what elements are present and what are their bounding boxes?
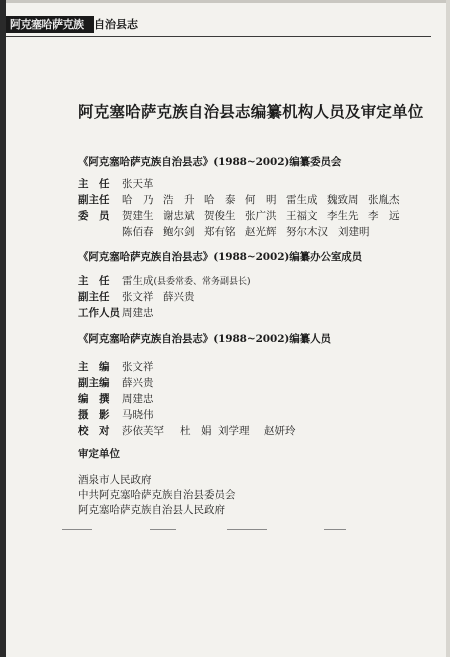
person-name: 何 明 (245, 194, 277, 206)
role-label: 校 对 (78, 425, 110, 437)
role-label: 副主任 (78, 291, 110, 303)
person-note: (县委常委、常务副县长) (153, 277, 251, 287)
person-name: 张胤杰 (368, 194, 400, 206)
print-artifact-lines (62, 529, 382, 531)
person-name: 张文祥 (122, 361, 154, 373)
person-name: 薛兴贵 (163, 291, 195, 303)
role-label: 主 编 (78, 361, 110, 373)
role-label: 摄 影 (78, 409, 110, 421)
review-unit: 中共阿克塞哈萨克族自治县委员会 (78, 489, 236, 501)
person-name: 杜 娟 (180, 425, 212, 437)
print-mark (227, 529, 267, 530)
person-name: 马晓伟 (122, 409, 154, 421)
person-name: 刘建明 (338, 226, 370, 238)
person-name: 李 远 (368, 210, 400, 222)
person-name: 雷生成 (286, 194, 318, 206)
person-name: 陈佰春 (122, 226, 154, 238)
header-rule (6, 36, 431, 37)
committee-heading: 《阿克塞哈萨克族自治县志》(1988~2002)编纂委员会 (78, 156, 342, 168)
person-name: 鲍尔剑 (163, 226, 195, 238)
print-mark (62, 529, 92, 530)
person-name: 薛兴贵 (122, 377, 154, 389)
person-name: 张文祥 (122, 291, 154, 303)
review-unit: 酒泉市人民政府 (78, 474, 152, 486)
role-label: 委 员 (78, 210, 110, 222)
office-heading: 《阿克塞哈萨克族自治县志》(1988~2002)编纂办公室成员 (78, 251, 363, 263)
review-unit: 阿克塞哈萨克族自治县人民政府 (78, 504, 225, 516)
person-name: 哈 泰 (204, 194, 236, 206)
role-label: 副主任 (78, 194, 110, 206)
page-right-edge (446, 0, 450, 657)
person-name: 哈 乃 (122, 194, 154, 206)
role-label: 编 撰 (78, 393, 110, 405)
role-label: 工作人员 (78, 307, 120, 319)
person-name: 贺建生 (122, 210, 154, 222)
person-name: 浩 升 (163, 194, 195, 206)
page-binding-edge (0, 0, 6, 657)
page-top-edge (0, 0, 450, 3)
editors-heading: 《阿克塞哈萨克族自治县志》(1988~2002)编纂人员 (78, 333, 331, 345)
print-mark (324, 529, 346, 530)
role-label: 主 任 (78, 275, 110, 287)
person-name: 张天革 (122, 178, 154, 190)
person-name: 雷生成 (122, 275, 154, 287)
person-name: 刘学理 (218, 425, 250, 437)
person-name: 张广洪 (245, 210, 277, 222)
review-heading: 审定单位 (78, 448, 120, 460)
person-name: 努尔木汉 (286, 226, 328, 238)
person-name: 郑有铭 (204, 226, 236, 238)
running-header-tag: 阿克塞哈萨克族 (6, 16, 94, 33)
person-name: 李生先 (327, 210, 359, 222)
person-name: 王福文 (286, 210, 318, 222)
page-title: 阿克塞哈萨克族自治县志编纂机构人员及审定单位 (78, 102, 424, 121)
person-name: 贺俊生 (204, 210, 236, 222)
running-header-tail: 自治县志 (94, 18, 138, 31)
print-mark (150, 529, 176, 530)
role-label: 副主编 (78, 377, 110, 389)
person-name: 莎依芙罕 (122, 425, 164, 437)
person-name: 周建忠 (122, 393, 154, 405)
person-name: 赵妍玲 (264, 425, 296, 437)
role-label: 主 任 (78, 178, 110, 190)
person-name: 魏致周 (327, 194, 359, 206)
person-name: 赵光辉 (245, 226, 277, 238)
person-name: 周建忠 (122, 307, 154, 319)
person-name: 谢忠斌 (163, 210, 195, 222)
